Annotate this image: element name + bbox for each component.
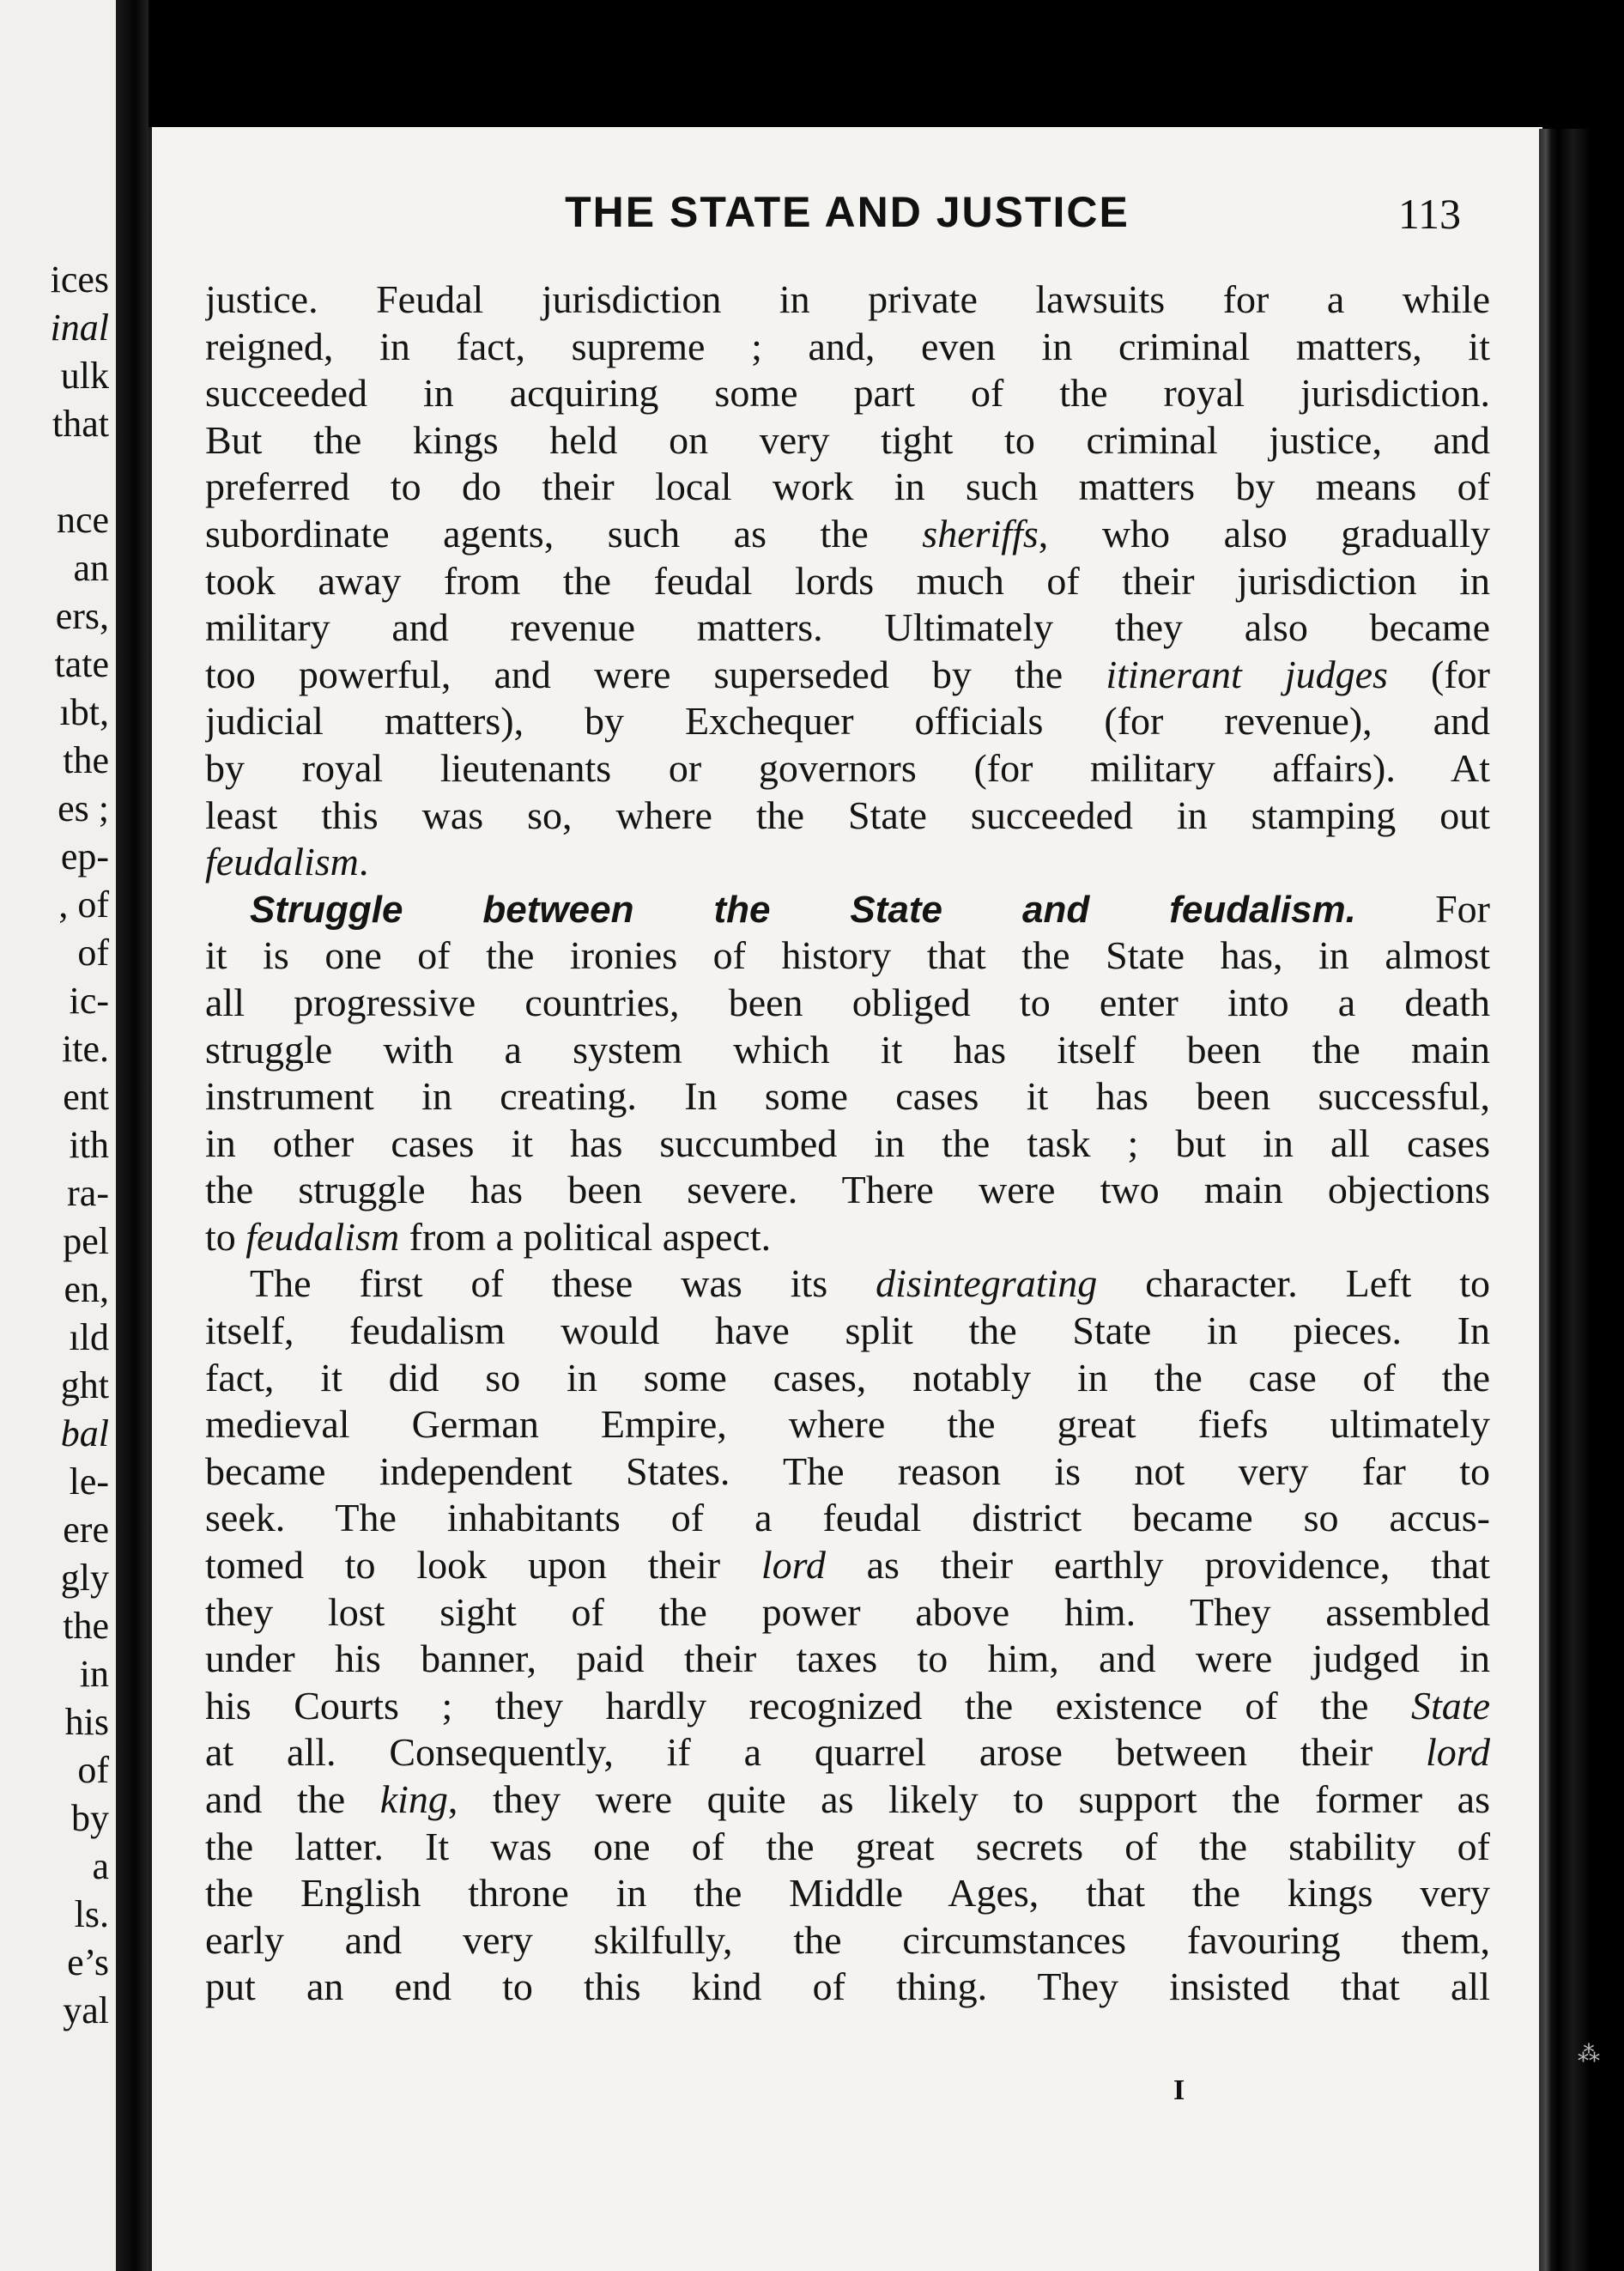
facing-page-fragment: le- bbox=[69, 1460, 109, 1503]
italic-text: disintegrating bbox=[876, 1261, 1098, 1306]
text-span: least this was so, where the State succeeded in stamping out bbox=[205, 792, 1490, 837]
text-span: For bbox=[1355, 886, 1490, 931]
text-span: instrument in creating. In some cases it has been successful, bbox=[205, 1074, 1490, 1119]
text-line bbox=[205, 1729, 1490, 1776]
text-line bbox=[205, 1214, 1490, 1261]
text-line bbox=[205, 1542, 1490, 1589]
running-head: THE STATE AND JUSTICE bbox=[565, 188, 1130, 236]
text-line bbox=[205, 511, 1490, 558]
text-span: to bbox=[205, 1214, 246, 1259]
italic-text: king bbox=[379, 1777, 448, 1821]
text-span: (for bbox=[1387, 652, 1490, 696]
italic-text: lord bbox=[760, 1543, 826, 1588]
facing-page-fragment: pel bbox=[63, 1220, 109, 1262]
facing-page-fragment: gly bbox=[60, 1557, 109, 1599]
text-line bbox=[205, 698, 1490, 745]
text-span: early and very skilfully, the circumstances favouring them, bbox=[205, 1917, 1490, 1962]
facing-page-fragment: inal bbox=[50, 307, 109, 349]
italic-text: lord bbox=[1426, 1730, 1490, 1775]
text-line bbox=[205, 1167, 1490, 1214]
text-line bbox=[205, 1964, 1490, 2011]
text-line bbox=[205, 1073, 1490, 1120]
facing-page-fragment: ep- bbox=[60, 835, 109, 877]
facing-page-fragment: ices bbox=[50, 258, 109, 301]
facing-page bbox=[0, 0, 116, 2271]
text-span: , they were quite as likely to support the former as bbox=[447, 1777, 1490, 1821]
text-span: the English throne in the Middle Ages, that the kings very bbox=[205, 1871, 1490, 1916]
page-number: 113 bbox=[1397, 190, 1461, 238]
text-line bbox=[205, 980, 1490, 1027]
text-line bbox=[205, 1308, 1490, 1355]
text-span: the struggle has been severe. There were two main objections bbox=[205, 1168, 1490, 1212]
text-span: put an end to this kind of thing. They insisted that all bbox=[205, 1964, 1490, 2009]
text-span: . bbox=[358, 840, 369, 884]
text-span: tomed to look upon their bbox=[205, 1543, 761, 1588]
facing-page-fragment: of bbox=[77, 1749, 109, 1791]
text-span: succeeded in acquiring some part of the royal jurisdiction. bbox=[205, 371, 1490, 416]
text-span: and the bbox=[205, 1777, 380, 1821]
facing-page-fragment: that bbox=[52, 403, 109, 445]
facing-page-fragment: an bbox=[73, 547, 109, 589]
text-line bbox=[205, 417, 1490, 465]
facing-page-fragment: tate bbox=[54, 643, 109, 685]
text-line bbox=[205, 886, 1490, 933]
text-span: reigned, in fact, supreme ; and, even in criminal matters, it bbox=[205, 324, 1490, 368]
facing-page-fragment: , of bbox=[58, 884, 109, 926]
text-span: justice. Feudal jurisdiction in private lawsuits for a while bbox=[205, 277, 1490, 321]
text-span: military and revenue matters. Ultimately they also became bbox=[205, 605, 1490, 650]
italic-text: itinerant judges bbox=[1106, 652, 1388, 696]
text-line bbox=[205, 1120, 1490, 1168]
text-line bbox=[205, 1776, 1490, 1824]
text-line bbox=[205, 932, 1490, 980]
text-span: as their earthly providence, that bbox=[825, 1543, 1490, 1588]
book-page bbox=[148, 127, 1542, 2271]
text-span: itself, feudalism would have split the State in pieces. In bbox=[205, 1309, 1490, 1353]
text-span: by royal lieutenants or governors (for military affairs). At bbox=[205, 745, 1490, 790]
facing-page-fragment: ıld bbox=[69, 1316, 109, 1358]
text-line bbox=[205, 1355, 1490, 1402]
text-line bbox=[205, 558, 1490, 605]
facing-page-fragment: ers, bbox=[55, 595, 109, 637]
facing-page-fragment: ent bbox=[63, 1076, 109, 1118]
facing-page-fragment: nce bbox=[56, 499, 109, 541]
text-span: character. Left to bbox=[1097, 1261, 1490, 1306]
text-line bbox=[205, 1917, 1490, 1964]
text-span: struggle with a system which it has itself been the main bbox=[205, 1027, 1490, 1072]
text-line bbox=[205, 1495, 1490, 1542]
text-line bbox=[205, 370, 1490, 417]
italic-text: sheriffs bbox=[922, 511, 1039, 556]
section-heading: Struggle between the State and feudalism. bbox=[250, 888, 1356, 931]
italic-text: feudalism bbox=[245, 1214, 400, 1259]
text-line bbox=[205, 745, 1490, 792]
facing-page-fragment: e’s bbox=[67, 1941, 109, 1983]
text-span: in other cases it has succumbed in the task ; but in all cases bbox=[205, 1120, 1490, 1165]
text-span: judicial matters), by Exchequer officials (for revenue), and bbox=[205, 699, 1490, 744]
facing-page-fragment: his bbox=[64, 1701, 109, 1743]
facing-page-fragment: ıbt, bbox=[59, 691, 109, 733]
text-span: subordinate agents, such as the bbox=[205, 511, 923, 556]
text-span: his Courts ; they hardly recognized the existence of the bbox=[205, 1683, 1412, 1728]
facing-page-fragment: the bbox=[63, 1605, 109, 1647]
text-span: under his banner, paid their taxes to him, and were judged in bbox=[205, 1636, 1490, 1681]
text-span: But the kings held on very tight to criminal justice, and bbox=[205, 417, 1490, 462]
text-line bbox=[205, 276, 1490, 324]
text-line bbox=[205, 604, 1490, 652]
text-line bbox=[205, 1027, 1490, 1074]
facing-page-fragment: by bbox=[71, 1797, 109, 1839]
facing-page-fragment: ls. bbox=[74, 1893, 109, 1935]
facing-page-fragment: ic- bbox=[69, 980, 109, 1022]
text-span: at all. Consequently, if a quarrel arose between their bbox=[205, 1730, 1427, 1775]
italic-text: State bbox=[1411, 1683, 1490, 1728]
signature-mark: I bbox=[1173, 2074, 1185, 2106]
page-edge bbox=[1539, 129, 1624, 2271]
edge-mark: ⁂ bbox=[1578, 2042, 1600, 2067]
text-line bbox=[205, 792, 1490, 840]
text-span: medieval German Empire, where the great fiefs ultimately bbox=[205, 1402, 1490, 1447]
text-span: too powerful, and were superseded by the bbox=[205, 652, 1106, 696]
text-span: from a political aspect. bbox=[399, 1214, 772, 1259]
text-span: seek. The inhabitants of a feudal district became so accus- bbox=[205, 1496, 1490, 1540]
facing-page-fragment: bal bbox=[60, 1412, 109, 1454]
facing-page-fragment: in bbox=[79, 1653, 109, 1695]
text-span: fact, it did so in some cases, notably in the case of the bbox=[205, 1355, 1490, 1400]
text-line bbox=[205, 1824, 1490, 1871]
text-line bbox=[205, 1260, 1490, 1308]
text-line bbox=[205, 1401, 1490, 1448]
facing-page-fragment: ite. bbox=[62, 1028, 109, 1070]
italic-text: feudalism bbox=[205, 840, 359, 884]
facing-page-fragment: ra- bbox=[67, 1172, 109, 1214]
text-span: all progressive countries, been obliged to enter into a death bbox=[205, 980, 1490, 1024]
facing-page-fragment: the bbox=[63, 739, 109, 781]
text-span: took away from the feudal lords much of their jurisdiction in bbox=[205, 558, 1490, 603]
facing-page-fragment: ulk bbox=[60, 355, 109, 397]
text-line bbox=[205, 1636, 1490, 1683]
facing-page-fragment: en, bbox=[64, 1268, 109, 1310]
facing-page-fragment: ght bbox=[60, 1364, 109, 1406]
facing-page-fragment: ere bbox=[63, 1509, 109, 1551]
facing-page-fragment: ith bbox=[69, 1124, 109, 1166]
text-line bbox=[205, 464, 1490, 511]
text-line bbox=[205, 1683, 1490, 1730]
book-gutter bbox=[116, 0, 148, 2271]
text-span: The first of these was its bbox=[250, 1261, 876, 1306]
text-span: preferred to do their local work in such matters by means of bbox=[205, 465, 1490, 509]
text-line bbox=[205, 1870, 1490, 1917]
text-line bbox=[205, 652, 1490, 699]
text-span: became independent States. The reason is not very far to bbox=[205, 1448, 1490, 1493]
text-line bbox=[205, 1448, 1490, 1496]
text-line bbox=[205, 1589, 1490, 1636]
facing-page-fragment: of bbox=[77, 932, 109, 974]
text-line bbox=[205, 324, 1490, 371]
body-text bbox=[205, 276, 1490, 2011]
text-line bbox=[205, 839, 1490, 886]
facing-page-fragment: es ; bbox=[58, 787, 109, 829]
text-span: they lost sight of the power above him. They assembled bbox=[205, 1589, 1490, 1634]
text-span: the latter. It was one of the great secrets of the stability of bbox=[205, 1824, 1490, 1868]
facing-page-fragment: a bbox=[92, 1845, 109, 1887]
text-span: it is one of the ironies of history that the State has, in almost bbox=[205, 933, 1490, 978]
text-span: , who also gradually bbox=[1038, 511, 1490, 556]
facing-page-fragment: yal bbox=[63, 1989, 109, 2031]
